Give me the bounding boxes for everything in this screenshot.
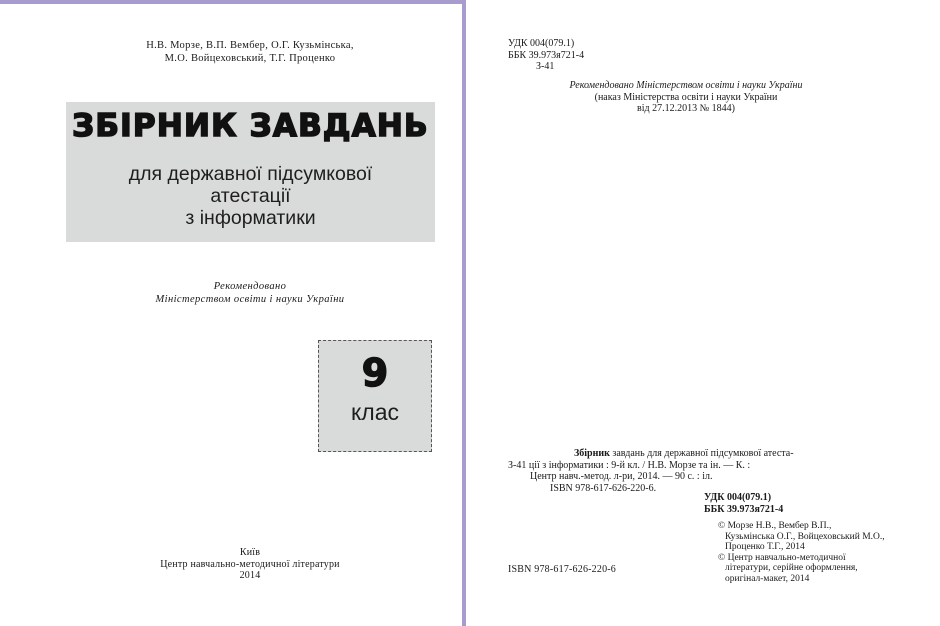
title-block: [66, 102, 435, 242]
imprint-publisher: Центр навчально-методичної літератури: [160, 558, 340, 570]
authors: [60, 39, 440, 65]
classification-codes: [508, 38, 584, 73]
authors-line: М.О. Войцеховський, Т.Г. Проценко: [164, 53, 336, 64]
order-date-line: від 27.12.2013 № 1844): [637, 103, 735, 114]
recommendation-line: Рекомендовано: [213, 281, 287, 292]
biblio-line: З-41 ції з інформатики : 9-й кл. / Н.В. Морзе та ін. — К. :: [508, 459, 751, 471]
bbk-code: ББК 39.973я721-4: [508, 49, 585, 61]
biblio-title-word: Збірник: [574, 448, 610, 459]
copyright-line: Проценко Т.Г., 2014: [725, 542, 805, 552]
copyright-line: літератури, серійне оформлення,: [725, 563, 858, 573]
copyright-line: © Морзе Н.В., Вембер В.П.,: [718, 521, 832, 531]
imprint-city: Київ: [239, 547, 261, 558]
copyright-line: оригінал-макет, 2014: [725, 573, 810, 584]
biblio-isbn-line: ISBN 978-617-626-220-6.: [550, 482, 657, 494]
recommendation-note: [80, 280, 420, 306]
recommendation-line: Рекомендовано Міністерством освіти і науки України: [569, 80, 803, 91]
imprint: [100, 547, 400, 582]
classification-codes-bottom: [704, 492, 783, 515]
copyright-line: © Центр навчально-методичної: [718, 552, 846, 563]
biblio-line: [508, 448, 794, 460]
recommendation-line: Міністерством освіти і науки України: [155, 294, 345, 305]
imprint-year: 2014: [239, 570, 261, 581]
copyright-block: [718, 521, 885, 584]
copyright-line: Кузьмінська О.Г., Войцеховський М.О.,: [725, 531, 885, 542]
front-page: [0, 0, 466, 626]
subtitle-line: атестації: [210, 185, 291, 207]
bibliographic-description: [508, 448, 794, 494]
grade-number: 9: [361, 351, 389, 395]
recommendation-block: [556, 80, 816, 115]
udc-code: УДК 004(079.1): [704, 492, 772, 503]
book-subtitle: [66, 163, 435, 229]
authors-line: Н.В. Морзе, В.П. Вембер, О.Г. Кузьмінська,: [146, 40, 354, 51]
author-sign: З-41: [536, 61, 555, 72]
reverse-title-page: [470, 0, 940, 626]
bbk-code: ББК 39.973я721-4: [704, 503, 784, 515]
biblio-line: Центр навч.-метод. л-ри, 2014. — 90 с. : іл.: [530, 471, 713, 482]
subtitle-line: для державної підсумкової: [128, 163, 373, 185]
biblio-line-rest: завдань для державної підсумкової атеста-: [609, 448, 794, 459]
udc-code: УДК 004(079.1): [508, 38, 575, 49]
order-line: (наказ Міністерства освіти і науки України: [594, 91, 778, 103]
grade-label: клас: [350, 399, 400, 425]
grade-badge: [318, 340, 432, 452]
subtitle-line: з інформатики: [185, 207, 316, 229]
isbn: ISBN 978-617-626-220-6: [508, 564, 617, 575]
book-title: ЗБІРНИК ЗАВДАНЬ: [72, 108, 429, 144]
